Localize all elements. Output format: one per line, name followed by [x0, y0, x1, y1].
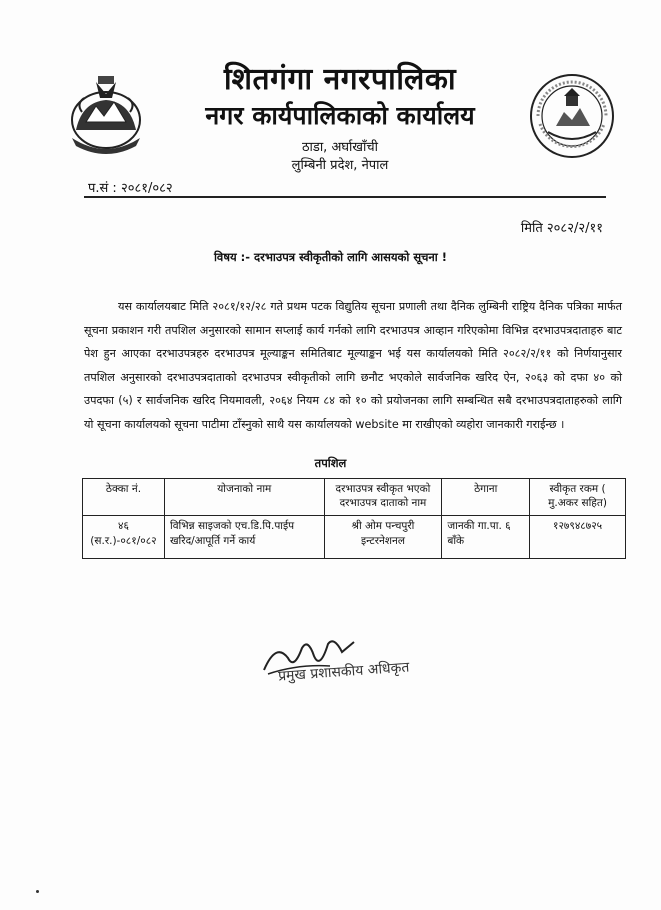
notice-subject: विषय :- दरभाउपत्र स्वीकृतीको लागि आसयको सूचना !: [213, 250, 448, 264]
notice-body: [84, 295, 622, 436]
col-address: ठेगाना: [442, 479, 530, 516]
header-divider: [84, 196, 606, 198]
signatory-title: प्रमुख प्रशासकीय अधिकृत: [277, 659, 410, 685]
nepal-emblem-icon: [62, 72, 150, 156]
col-project-name: योजनाको नाम: [164, 479, 324, 516]
col-contract-no: ठेक्का नं.: [83, 479, 165, 516]
cell-address: जानकी गा.पा. ६ बाँके: [442, 516, 530, 559]
municipality-seal-icon: [528, 72, 616, 160]
office-province: लुम्बिनी प्रदेश, नेपाल: [291, 158, 389, 173]
municipality-name: शितगंगा नगरपालिका: [223, 62, 457, 97]
scan-speck: [36, 890, 39, 893]
details-table: [82, 478, 626, 559]
col-bidder-name: दरभाउपत्र स्वीकृत भएको दरभाउपत्र दाताको नाम: [324, 479, 442, 516]
cell-approved-amount: १२७९४८७२५: [530, 516, 626, 559]
table-row: [83, 516, 626, 559]
cell-contract-no: ४६ (स.र.)-०८१/०८२: [83, 516, 165, 559]
body-paragraph: यस कार्यालयबाट मिति २०८१/१२/२८ गते प्रथम पटक विद्युतिय सूचना प्रणाली तथा दैनिक लुम्बिनी राष्ट्रिय दैनिक पत्रिका मार्फत सूचना प्रकाशन गरी तपशिल अनुसारको सामान सप्लाई कार्य गर्नको लागि दरभाउपत्र आव्हान गरिएकोमा विभिन्न दरभाउपत्रदाताहरु बाट पेश हुन आएका दरभाउपत्रहरु दरभाउपत्र मूल्याङ्कन समितिबाट मूल्याङ्कन भई यस कार्यालयको मिति २०८२/२/११ को निर्णयानुसार तपशिल अनुसारको दरभाउपत्रदाताको दरभाउपत्र स्वीकृतीको लागि छनौट भएकोले सार्वजनिक खरिद ऐन, २०६३ को दफा ४० को उपदफा (५) र सार्वजनिक खरिद नियमावली, २०६४ नियम ८४ को १० को प्रयोजनका लागि सम्बन्धित सबै दरभाउपत्रदाताहरुको लागि यो सूचना कार्यालयको सूचना पाटीमा टाँस्नुको साथै यस कार्यालयको website मा राखीएको व्यहोरा जानकारी गराईन्छ ।: [84, 300, 622, 431]
office-address: ठाडा, अर्घाखाँची: [301, 140, 379, 155]
office-name: नगर कार्यपालिकाको कार्यालय: [205, 101, 475, 130]
reference-number: प.सं : २०८१/०८२: [88, 181, 173, 196]
cell-project-name: विभिन्न साइजको एच.डि.पि.पाईप खरिद/आपूर्ति गर्ने कार्य: [164, 516, 324, 559]
table-header-row: [83, 479, 626, 516]
col-approved-amount: स्वीकृत रकम ( मु.अकर सहित): [530, 479, 626, 516]
notice-date: मिति २०८२/२/११: [520, 221, 603, 236]
cell-bidder-name: श्री ओम पन्चपुरी इन्टरनेशनल: [324, 516, 442, 559]
table-caption: तपशिल: [314, 456, 347, 470]
